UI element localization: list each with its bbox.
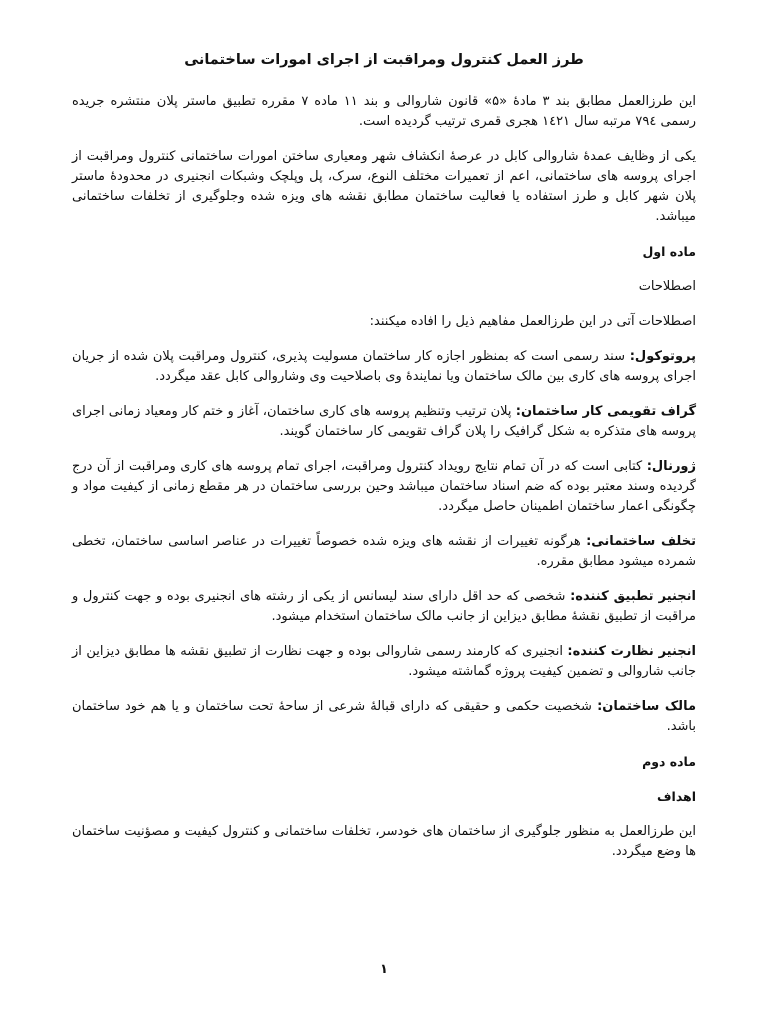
article-1-heading: ماده اول <box>642 244 696 259</box>
definition-text: شخصی که حد اقل دارای سند لیسانس از یکی از رشته های انجنیری بوده و جهت کنترول و مراقبت از تطبیق نقشهٔ مطابق دیزاین از جانب مالک ساختمان استخدام میشود. <box>72 589 696 624</box>
intro-paragraph-2: یکی از وظایف عمدهٔ شاروالی کابل در عرصهٔ انکشاف شهر ومعیاری ساختن امورات ساختمانی کنترول ومراقبت از اجرای پروسه های ساختمانی، اعم از تعمیرات مختلف النوع، سرک، پل وپلچک وشبکات انجنیری در محدودهٔ ماستر پلان شهر کابل و طرز استفاده یا فعالیت ساختمان مطابق نقشه های ویزه شده وجلوگیری از تخلفات ساختمانی میباشد. <box>72 149 696 224</box>
definition-term: گراف تقویمی کار ساختمان: <box>515 404 697 419</box>
definition-text: انجنیری که کارمند رسمی شاروالی بوده و جهت نظارت از تطبیق نقشه ها مطابق دیزاین از جانب شاروالی و تضمین کیفیت پروژه گماشته میشود. <box>72 644 696 679</box>
definition-text: سند رسمی است که بمنظور اجازه کار ساختمان مسولیت پذیری، کنترول ومراقبت پلان شده از جریان اجرای پروسه های کاری بین مالک ساختمان ویا نمایندهٔ وی باصلاحیت وی وشاروالی کابل عقد میگردد. <box>72 349 696 384</box>
definition-text: کتابی است که در آن تمام نتایج رویداد کنترول ومراقبت، اجرای تمام پروسه های کاری ومراقبت از آن درج گردیده وسند معتبر بوده که ضم اسناد ساختمان میباشد وحین بررسی ساختمان در هر مقطع زمانی از کیفیت مواد و چگونگی اعمار ساختمان اطمینان حاصل میگردد. <box>72 459 696 514</box>
definition-implementing-engineer <box>72 587 696 627</box>
document-title: طرز العمل کنترول ومراقبت از اجرای امورات ساختمانی <box>184 52 584 68</box>
article-2-subheading: اهداف <box>657 789 696 804</box>
page-number: ۱ <box>380 962 388 977</box>
document-page <box>72 40 696 877</box>
definition-protocol <box>72 347 696 387</box>
article-2-heading: ماده دوم <box>642 754 696 769</box>
definition-term: انجنیر تطبیق کننده: <box>570 589 697 604</box>
intro-paragraph-1: این طرزالعمل مطابق بند ۳ مادهٔ «۵» قانون شاروالی و بند ۱۱ ماده ۷ مقرره تطبیق ماستر پلان منتشره جریده رسمی ۷۹٤ مرتبه سال ۱٤۲۱ هجری قمری ترتیب گردیده است. <box>72 94 696 129</box>
definition-term: تخلف ساختمانی: <box>586 534 696 549</box>
definition-violation <box>72 532 696 572</box>
objectives-paragraph: این طرزالعمل به منظور جلوگیری از ساختمان های خودسر، تخلفات ساختمانی و کنترول کیفیت و مصؤنیت ساختمان ها وضع میگردد. <box>72 824 696 859</box>
definition-calendar-graph <box>72 402 696 442</box>
definition-term: انجنیر نظارت کننده: <box>567 644 696 659</box>
definition-journal <box>72 457 696 517</box>
article-1-subheading: اصطلاحات <box>638 279 696 294</box>
definition-term: پروتوکول: <box>629 349 696 364</box>
definition-term: ژورنال: <box>646 459 696 474</box>
definition-text: شخصیت حکمی و حقیقی که دارای قبالهٔ شرعی از ساحهٔ تحت ساختمان و یا هم خود ساختمان باشد. <box>72 699 696 734</box>
definition-text: پلان ترتیب وتنظیم پروسه های کاری ساختمان، آغاز و ختم کار ومعیاد زمانی اجرای پروسه های متذکره به شکل گرافیک را پلان گراف تقویمی کار ساختمان گویند. <box>72 404 696 439</box>
definition-text: هرگونه تغییرات از نقشه های ویزه شده خصوصاً تغییرات در عناصر اساسی ساختمان، تخطی شمرده میشود مطابق مقرره. <box>72 534 696 569</box>
definition-supervising-engineer <box>72 642 696 682</box>
definition-building-owner <box>72 697 696 737</box>
definitions-lead: اصطلاحات آتی در این طرزالعمل مفاهیم ذیل را افاده میکنند: <box>369 314 696 329</box>
definition-term: مالک ساختمان: <box>597 699 696 714</box>
